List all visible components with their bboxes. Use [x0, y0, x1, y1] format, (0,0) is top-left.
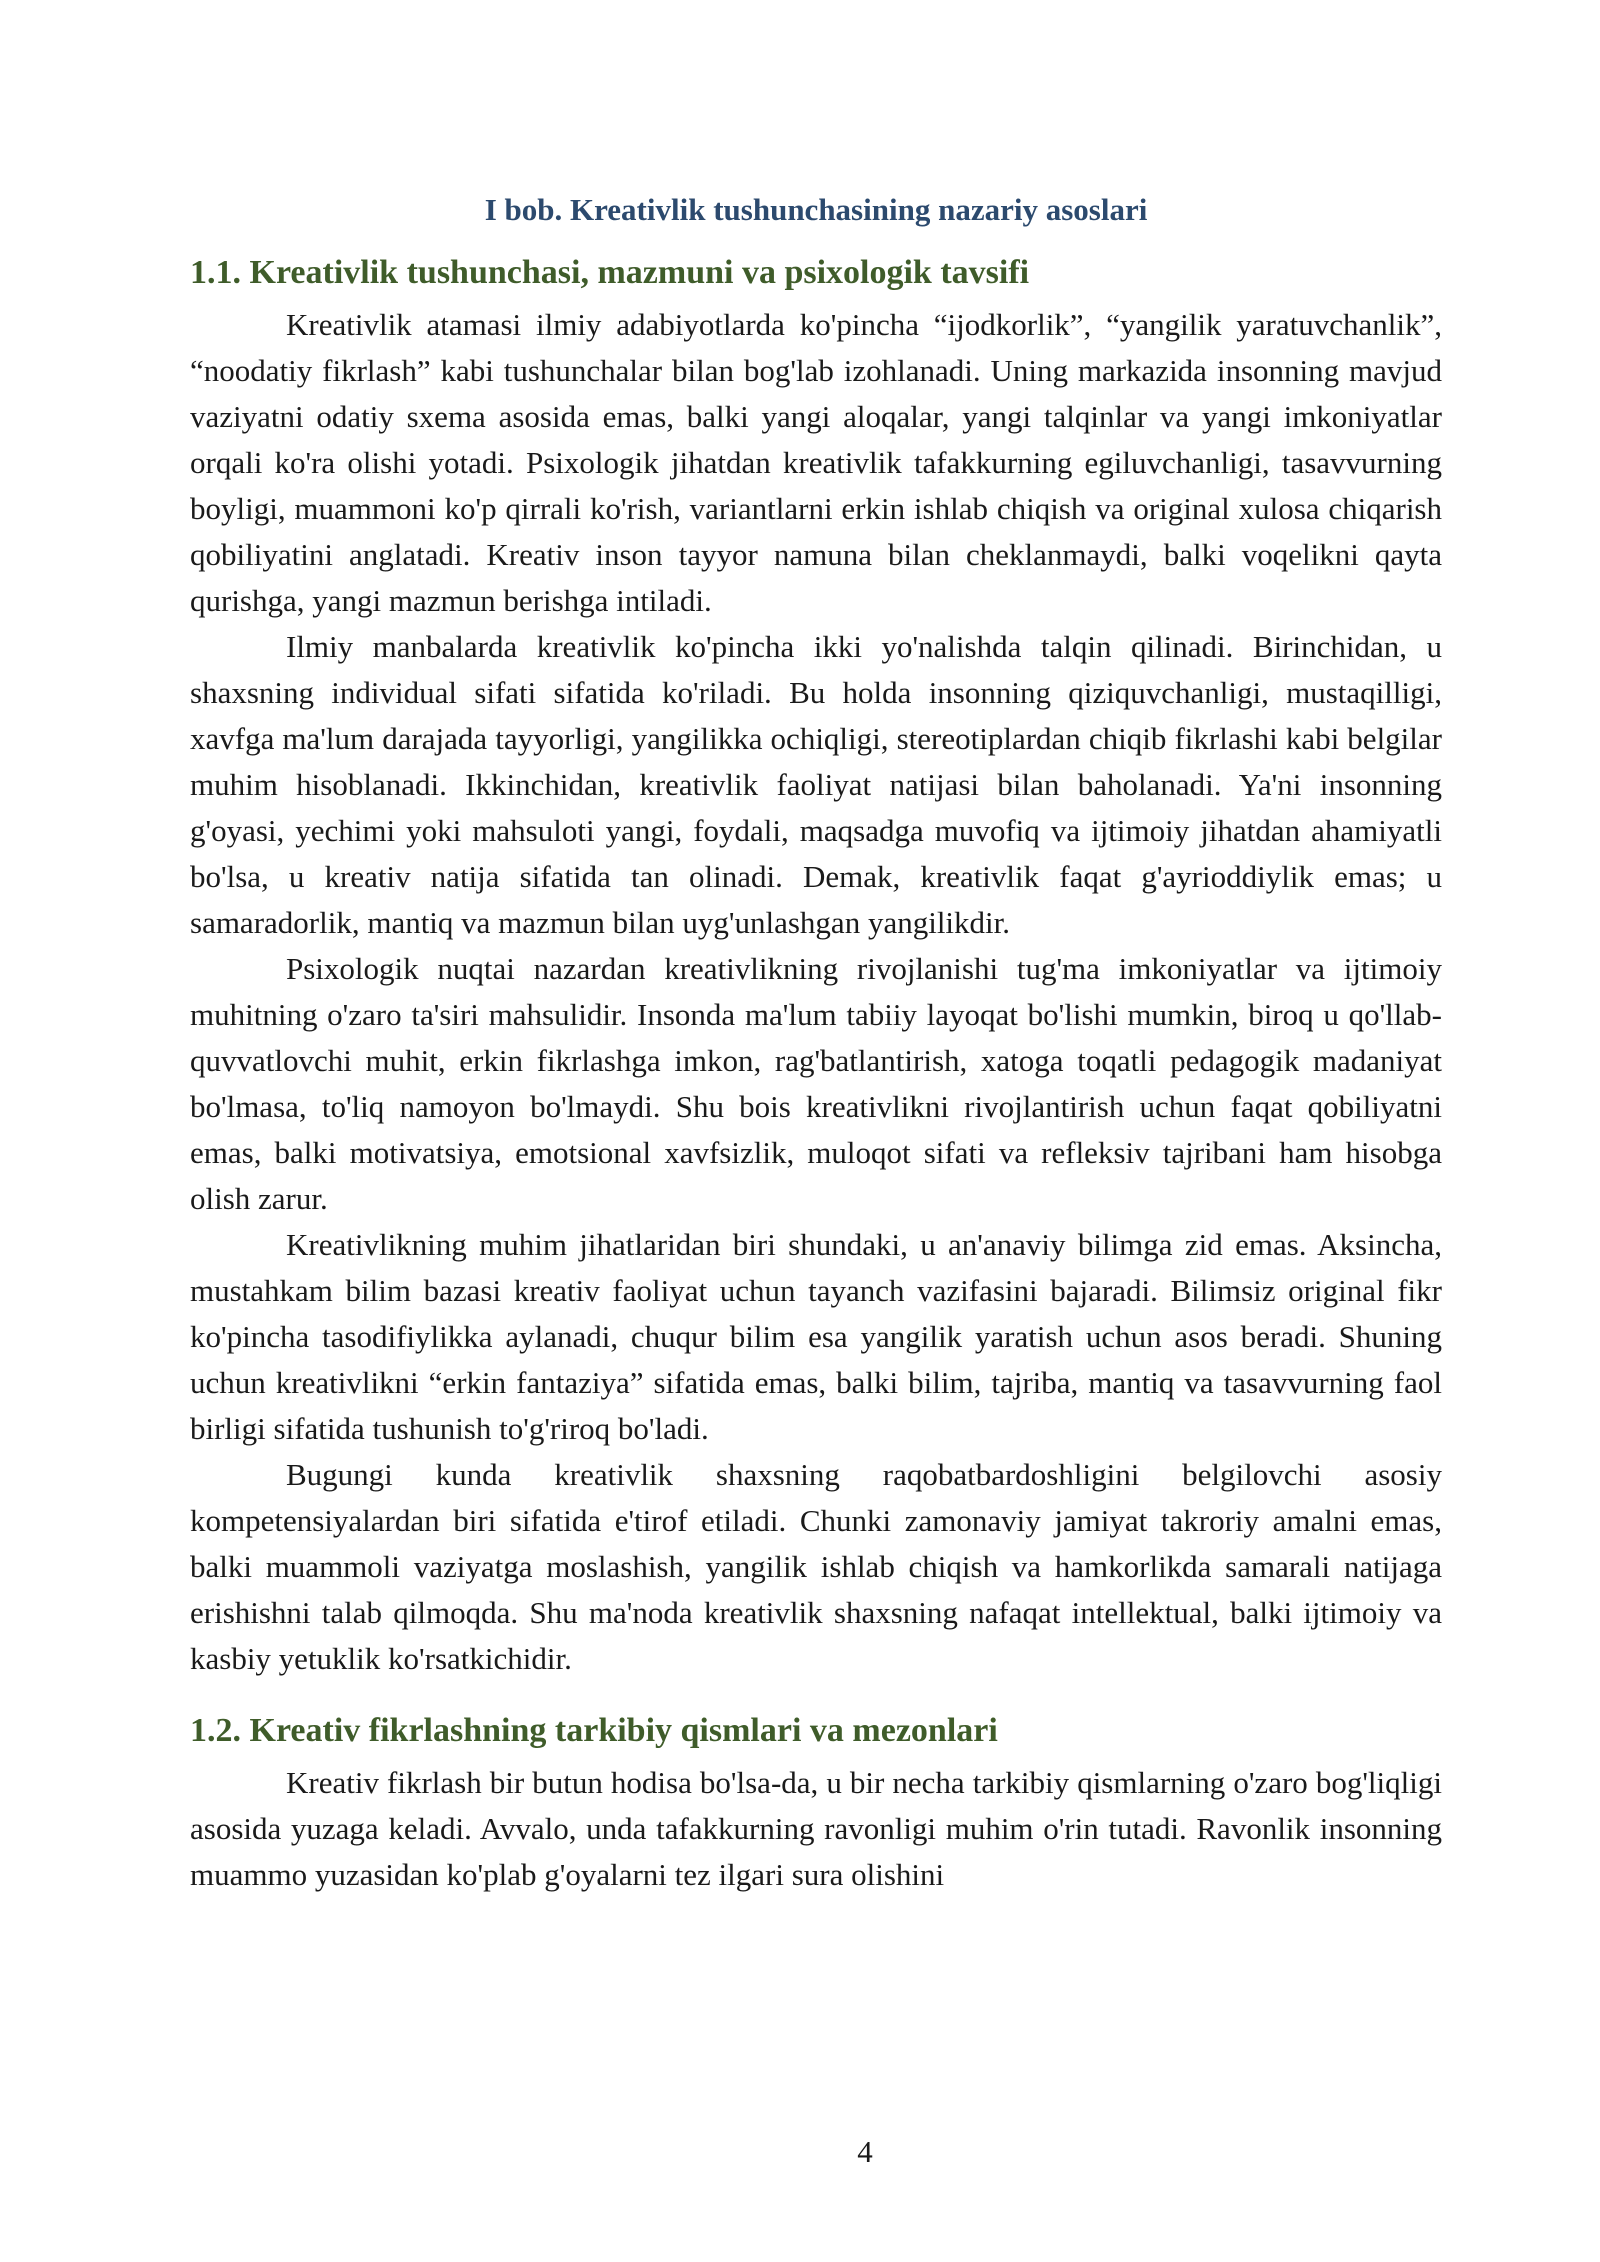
paragraph: Bugungi kunda kreativlik shaxsning raqobatbardoshligini belgilovchi asosiy kompetensiyalardan biri sifatida e'tirof etiladi. Chunki zamonaviy jamiyat takroriy amalni emas, balki muammoli vaziyatga moslashish, yangilik ishlab chiqish va hamkorlikda samarali natijaga erishishni talab qilmoqda. Shu ma'noda kreativlik shaxsning nafaqat intellektual, balki ijtimoiy va kasbiy yetuklik ko'rsatkichidir. — [190, 1457, 1442, 1676]
chapter-title: I bob. Kreativlik tushunchasining nazariy asoslari — [484, 192, 1148, 227]
paragraph: Psixologik nuqtai nazardan kreativlikning rivojlanishi tug'ma imkoniyatlar va ijtimoiy muhitning o'zaro ta'siri mahsulidir. Insonda ma'lum tabiiy layoqat bo'lishi mumkin, biroq u qo'llab-quvvatlovchi muhit, erkin fikrlashga imkon, rag'batlantirish, xatoga toqatli pedagogik madaniyat bo'lmasa, to'liq namoyon bo'lmaydi. Shu bois kreativlikni rivojlantirish uchun faqat qobiliyatni emas, balki motivatsiya, emotsional xavfsizlik, muloqot sifati va refleksiv tajribani ham hisobga olish zarur. — [190, 951, 1442, 1216]
page-number: 4 — [857, 2134, 873, 2169]
paragraph: Ilmiy manbalarda kreativlik ko'pincha ikki yo'nalishda talqin qilinadi. Birinchidan, u shaxsning individual sifati sifatida ko'riladi. Bu holda insonning qiziquvchanligi, mustaqilligi, xavfga ma'lum darajada tayyorligi, yangilikka ochiqligi, stereotiplardan chiqib fikrlashi kabi belgilar muhim hisoblanadi. Ikkinchidan, kreativlik faoliyat natijasi bilan baholanadi. Ya'ni insonning g'oyasi, yechimi yoki mahsuloti yangi, foydali, maqsadga muvofiq va ijtimoiy jihatdan ahamiyatli bo'lsa, u kreativ natija sifatida tan olinadi. Demak, kreativlik faqat g'ayrioddiylik emas; u samaradorlik, mantiq va mazmun bilan uyg'unlashgan yangilikdir. — [190, 629, 1442, 940]
paragraph: Kreativ fikrlash bir butun hodisa bo'lsa-da, u bir necha tarkibiy qismlarning o'zaro bog'liqligi asosida yuzaga keladi. Avvalo, unda tafakkurning ravonligi muhim o'rin tutadi. Ravonlik insonning muammo yuzasidan ko'plab g'oyalarni tez ilgari sura olishini — [190, 1765, 1442, 1892]
paragraph: Kreativlikning muhim jihatlaridan biri shundaki, u an'anaviy bilimga zid emas. Aksincha, mustahkam bilim bazasi kreativ faoliyat uchun tayanch vazifasini bajaradi. Bilimsiz original fikr ko'pincha tasodifiylikka aylanadi, chuqur bilim esa yangilik yaratish uchun asos beradi. Shuning uchun kreativlikni “erkin fantaziya” sifatida emas, balki bilim, tajriba, mantiq va tasavvurning faol birligi sifatida tushunish to'g'riroq bo'ladi. — [190, 1227, 1442, 1446]
paragraph: Kreativlik atamasi ilmiy adabiyotlarda ko'pincha “ijodkorlik”, “yangilik yaratuvchanlik”, “noodatiy fikrlash” kabi tushunchalar bilan bog'lab izohlanadi. Uning markazida insonning mavjud vaziyatni odatiy sxema asosida emas, balki yangi aloqalar, yangi talqinlar va yangi imkoniyatlar orqali ko'ra olishi yotadi. Psixologik jihatdan kreativlik tafakkurning egiluvchanligi, tasavvurning boyligi, muammoni ko'p qirrali ko'rish, variantlarni erkin ishlab chiqish va original xulosa chiqarish qobiliyatini anglatadi. Kreativ inson tayyor namuna bilan cheklanmaydi, balki voqelikni qayta qurishga, yangi mazmun berishga intiladi. — [190, 307, 1442, 618]
section-title-1-2: 1.2. Kreativ fikrlashning tarkibiy qismlari va mezonlari — [190, 1712, 998, 1749]
section-title-1-1: 1.1. Kreativlik tushunchasi, mazmuni va psixologik tavsifi — [190, 254, 1030, 291]
page-content — [190, 186, 1442, 1898]
